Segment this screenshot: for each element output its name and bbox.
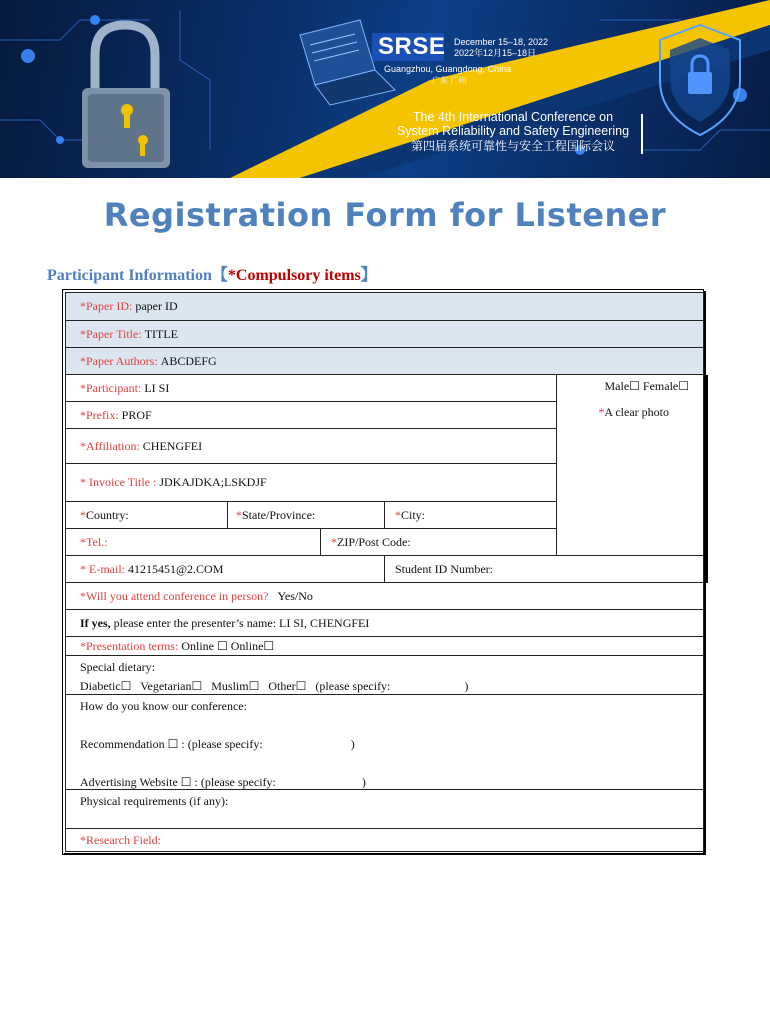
recommendation-close: ) <box>350 737 355 751</box>
email-value: 41215451@2.COM <box>128 561 224 576</box>
paper-authors-label: *Paper Authors: <box>80 353 158 368</box>
photo-required: * <box>598 405 605 419</box>
invoice-field[interactable] <box>65 463 557 502</box>
city-required: * <box>395 507 401 522</box>
conference-acronym: SRSE <box>378 33 446 60</box>
referral-field[interactable] <box>65 694 704 790</box>
presentation-label: *Presentation terms: <box>80 638 179 653</box>
photo-text: A clear photo <box>604 405 669 419</box>
attend-label: *Will you attend conference in person? <box>80 588 269 603</box>
photo-column-border <box>704 375 708 583</box>
prefix-field[interactable] <box>65 401 557 429</box>
tel-label: *Tel.: <box>80 534 108 549</box>
dietary-options[interactable]: Diabetic☐ Vegetarian☐ Muslim☐ Other☐ (please specify: <box>80 679 391 693</box>
country-required: * <box>80 507 86 522</box>
sex-checkboxes[interactable]: Male☐ Female☐ <box>604 379 689 393</box>
country-label: Country: <box>86 507 129 522</box>
presentation-value: Online ☐ Online☐ <box>181 638 275 653</box>
city-field[interactable] <box>384 501 557 529</box>
participant-field[interactable] <box>65 374 557 402</box>
attend-field[interactable] <box>65 582 704 610</box>
research-label: *Research Field: <box>80 832 161 847</box>
affiliation-label: *Affiliation: <box>80 438 140 453</box>
city-label: City: <box>401 507 426 522</box>
registration-form <box>62 289 704 855</box>
zip-label: ZIP/Post Code: <box>337 534 411 549</box>
recommendation-option[interactable]: Recommendation ☐ : (please specify: <box>80 737 263 751</box>
section-prefix: Participant Information【 <box>47 267 228 284</box>
section-suffix: 】 <box>360 267 377 284</box>
section-heading <box>47 262 377 285</box>
participant-label: *Participant: <box>80 380 142 395</box>
email-label: * E-mail: <box>80 561 125 576</box>
recommendation-row <box>80 735 703 754</box>
physical-field[interactable] <box>65 789 704 829</box>
tel-field[interactable] <box>65 528 321 556</box>
location-en: Guangzhou, Guangdong, China <box>384 64 512 74</box>
presenter-label: please enter the presenter’s name: <box>113 615 277 630</box>
photo-area[interactable] <box>556 374 704 556</box>
date-en: December 15–18, 2022 <box>454 37 549 47</box>
conference-cn: 第四届系统可靠性与安全工程国际会议 <box>410 139 615 153</box>
invoice-value: JDKAJDKA;LSKDJF <box>159 475 267 489</box>
affiliation-value: CHENGFEI <box>142 438 203 453</box>
presenter-bold: If yes, <box>80 615 111 630</box>
student-id-field[interactable] <box>384 555 704 583</box>
research-field[interactable] <box>65 828 704 852</box>
paper-id-value: paper ID <box>135 299 178 313</box>
conference-line1: The 4th International Conference on <box>412 110 614 124</box>
advertising-close: ) <box>361 775 366 789</box>
conference-name <box>388 110 638 154</box>
prefix-label: *Prefix: <box>80 407 119 422</box>
participant-value: LI SI <box>144 380 170 395</box>
state-label: State/Province: <box>242 507 316 522</box>
zip-field[interactable] <box>320 528 557 556</box>
presenter-field[interactable] <box>65 609 704 637</box>
conference-banner <box>0 0 770 178</box>
paper-title-field[interactable] <box>65 320 704 348</box>
zip-required: * <box>331 534 337 549</box>
paper-title-label: *Paper Title: <box>80 326 142 341</box>
student-id-label: Student ID Number: <box>395 561 493 576</box>
dietary-close: ) <box>464 679 469 693</box>
state-field[interactable] <box>227 501 385 529</box>
presentation-field[interactable] <box>65 636 704 656</box>
photo-caption <box>598 405 669 420</box>
presenter-value: LI SI, CHENGFEI <box>279 615 370 630</box>
country-field[interactable] <box>65 501 228 529</box>
email-field[interactable] <box>65 555 385 583</box>
state-required: * <box>236 507 242 522</box>
dietary-title: Special dietary: <box>80 660 155 674</box>
banner-divider <box>641 114 643 154</box>
advertising-option[interactable]: Advertising Website ☐ : (please specify: <box>80 775 276 789</box>
paper-authors-field[interactable] <box>65 347 704 375</box>
physical-label: Physical requirements (if any): <box>80 794 229 808</box>
paper-authors-value: ABCDEFG <box>160 353 217 368</box>
location-cn: 广东 广州 <box>432 76 467 85</box>
conference-dates <box>454 37 548 59</box>
affiliation-field[interactable] <box>65 428 557 464</box>
invoice-label: * Invoice Title : <box>80 475 157 489</box>
paper-id-label: *Paper ID: <box>80 299 133 313</box>
conference-line2: System Reliability and Safety Engineering <box>396 124 630 138</box>
date-cn: 2022年12月15–18日 <box>454 48 537 58</box>
attend-value: Yes/No <box>277 588 313 603</box>
paper-id-field[interactable] <box>65 292 704 321</box>
paper-title-value: TITLE <box>144 326 179 341</box>
section-required: *Compulsory items <box>227 267 361 284</box>
prefix-value: PROF <box>121 407 152 422</box>
dietary-field[interactable] <box>65 655 704 695</box>
referral-title: How do you know our conference: <box>80 699 247 713</box>
padlock-graphic <box>82 25 170 168</box>
banner-artwork <box>0 0 770 178</box>
page-title: Registration Form for Listener <box>103 196 667 234</box>
